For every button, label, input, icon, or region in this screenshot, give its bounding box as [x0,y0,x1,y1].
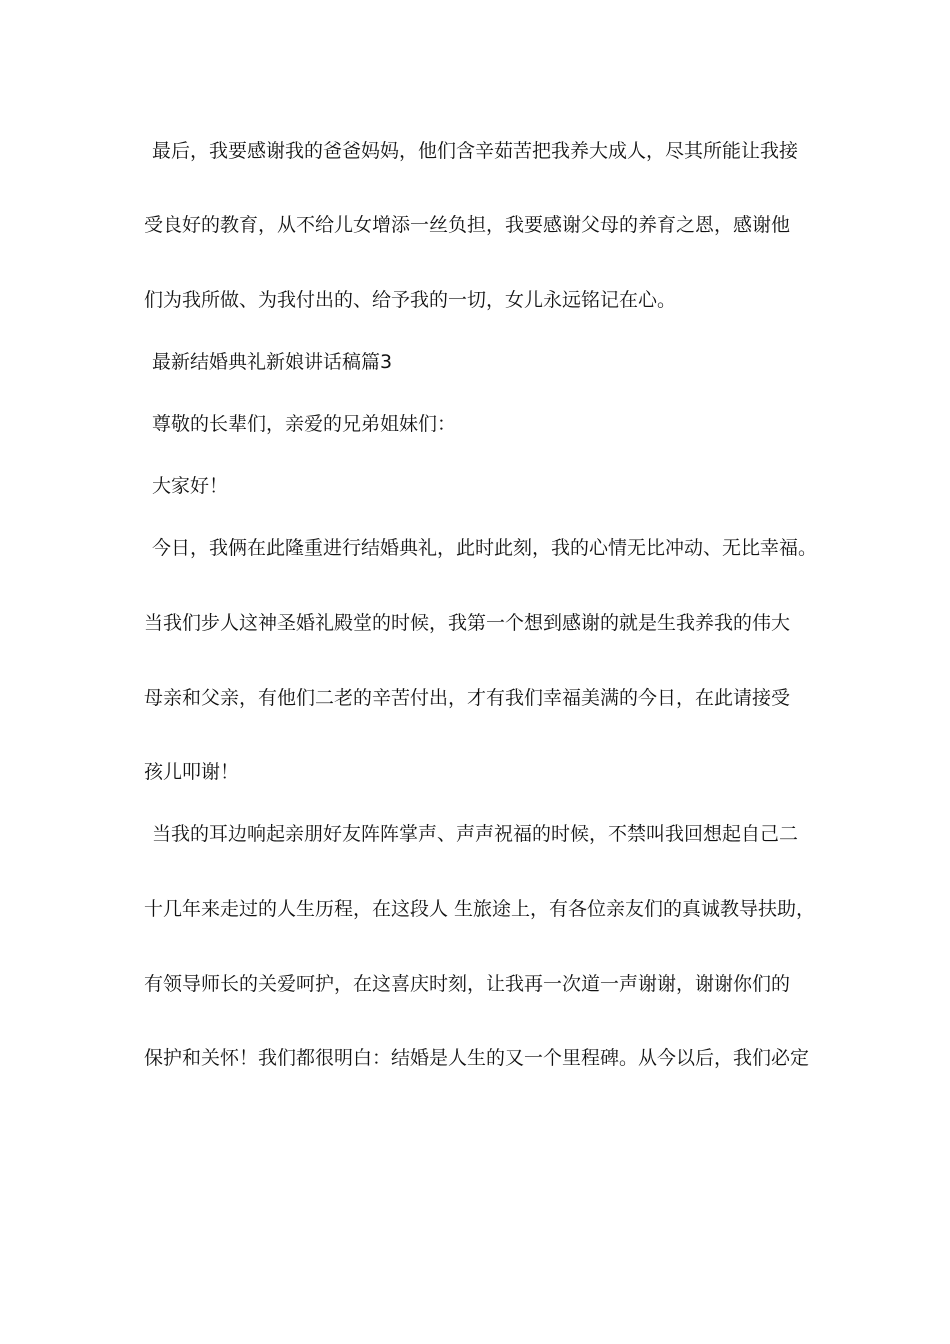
paragraph-line: 当我们步人这神圣婚礼殿堂的时候，我第一个想到感谢的就是生我养我的伟大 [144,612,791,634]
paragraph-line: 当我的耳边响起亲朋好友阵阵掌声、声声祝福的时候，不禁叫我回想起自己二 [152,823,799,845]
paragraph-line: 们为我所做、为我付出的、给予我的一切，女儿永远铭记在心。 [144,289,677,311]
paragraph-line: 孩儿叩谢！ [144,761,240,783]
greeting-line: 大家好！ [152,475,229,497]
paragraph-line: 最后，我要感谢我的爸爸妈妈，他们含辛茹苦把我养大成人，尽其所能让我接 [152,140,799,162]
section-heading: 最新结婚典礼新娘讲话稿篇3 [152,351,393,373]
paragraph-line: 今日，我俩在此隆重进行结婚典礼，此时此刻，我的心情无比冲动、无比幸福。 [152,537,818,559]
paragraph-line: 母亲和父亲，有他们二老的辛苦付出，才有我们幸福美满的今日，在此请接受 [144,687,791,709]
paragraph-line: 受良好的教育，从不给儿女增添一丝负担，我要感谢父母的养育之恩，感谢他 [144,214,791,236]
paragraph-line: 十几年来走过的人生历程，在这段人 生旅途上，有各位亲友们的真诚教导扶助， [144,898,816,920]
paragraph-line: 有领导师长的关爱呵护，在这喜庆时刻，让我再一次道一声谢谢，谢谢你们的 [144,973,791,995]
salutation-line: 尊敬的长辈们，亲爱的兄弟姐妹们： [152,413,457,435]
paragraph-line: 保护和关怀！我们都很明白：结婚是人生的又一个里程碑。从今以后，我们必定 [144,1047,810,1069]
